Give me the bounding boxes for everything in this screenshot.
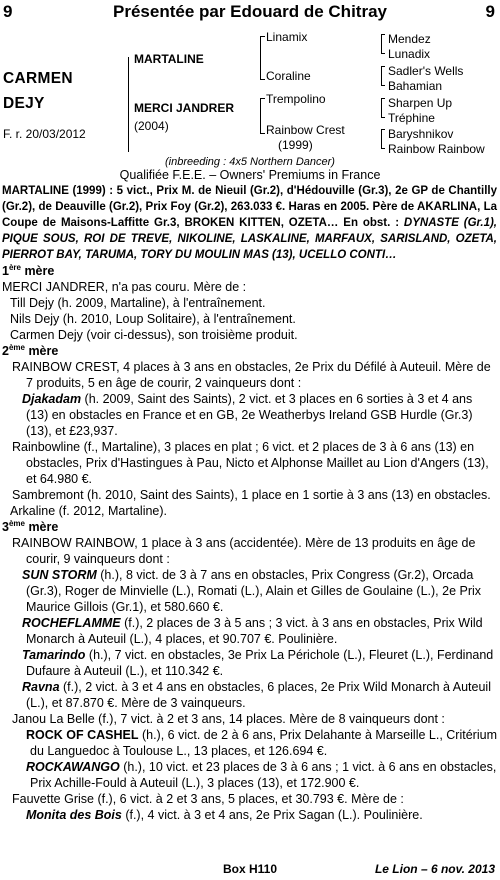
entry-text: (h.), 7 vict. en obstacles, 3e Prix La Périchole (L.), Fleuret (L.), Ferdinand Dufaure à Auteuil (L.), et 110.342 €. <box>26 648 494 678</box>
sec2-sambremont: Sambremont (h. 2010, Saint des Saints), 1 place en 1 sortie à 3 ans (13) en obstacles. <box>12 488 491 502</box>
pedigree-g2-4: (1999) <box>278 138 313 152</box>
inbreeding-note: (inbreeding : 4x5 Northern Dancer) <box>165 156 335 168</box>
entry-name: Tamarindo <box>22 648 86 662</box>
sec3-entry-3 <box>2 679 497 711</box>
entry-text: (f.), 4 vict. à 3 et 4 ans, 2e Prix Sagan (L.). Poulinière. <box>121 808 423 822</box>
sec3-entry-8 <box>2 807 497 823</box>
page-header <box>0 2 500 24</box>
sec1-rest: mère <box>20 264 55 278</box>
sec3-entry-2 <box>2 647 497 679</box>
pedigree-g3-0: Mendez <box>388 32 431 46</box>
bracket-g3-3 <box>381 129 385 149</box>
dam-year: (2004) <box>134 119 169 133</box>
entry-name: ROCK OF CASHEL <box>26 728 139 742</box>
bracket-g3-1 <box>381 66 385 86</box>
pedigree-g3-1: Lunadix <box>388 47 431 61</box>
birth-info: F. r. 20/03/2012 <box>3 127 86 141</box>
entry-name: ROCHEFLAMME <box>22 616 121 630</box>
dam-name: MERCI JANDRER <box>134 101 235 115</box>
sire-paragraph <box>2 183 497 263</box>
entry-text: (h.), 6 vict. de 2 à 6 ans, Prix Delahante à Marseille L., Critérium du Languedoc à Toulouse L., 13 places, et 126.694 €. <box>30 728 497 758</box>
bracket-gen2-sire <box>260 36 265 80</box>
sec3-rest: mère <box>24 520 59 534</box>
sale-location-date: Le Lion – 6 nov. 2013 <box>374 862 495 876</box>
pedigree-g3-3: Bahamian <box>388 79 443 93</box>
sire-paragraph-text: MARTALINE (1999) : 5 vict., Prix M. de Nieuil (Gr.2), d'Hédouville (Gr.3), 2e GP de Chantilly (Gr.2), de Deauville (Gr.2), Prix Foy (Gr.2), 263.033 €. Haras en 2005. Père de AKARLINA, La Coupe de Maisons-Laffitte Gr.3, BROKEN KITTEN, OZETA… En obst. : <box>2 185 497 229</box>
horse-name-line2: DEJY <box>3 95 45 112</box>
bracket-gen1 <box>128 57 129 152</box>
entry-text: (f.), 2 places de 3 à 5 ans ; 3 vict. à 3 ans en obstacles, Prix Wild Monarch à Auteuil (L.), 4 places, et 90.707 €. Poulinière. <box>26 616 483 646</box>
lot-number-left: 9 <box>3 2 13 21</box>
box-label: Box H110 <box>222 862 278 876</box>
sec3-entry-0 <box>2 567 497 615</box>
pedigree-g2-0: Linamix <box>266 30 308 44</box>
pedigree-g3-4: Sharpen Up <box>388 96 453 110</box>
pedigree-g2-2: Trempolino <box>266 92 326 106</box>
djakadam-text: (h. 2009, Saint des Saints), 2 vict. et 3 places en 6 sorties à 3 et 4 ans (13) en obstacles en France et en GB, 2e Weatherbys Ireland GSB Hurdle (Gr.3) (13), et £23,937. <box>26 392 473 438</box>
entry-name: Ravna <box>22 680 60 694</box>
entry-text: Janou La Belle (f.), 7 vict. à 2 et 3 ans, 14 places. Mère de 8 vainqueurs dont : <box>12 712 445 726</box>
section-title-2 <box>2 343 497 359</box>
sec1-line-0: MERCI JANDRER, n'a pas couru. Mère de : <box>2 280 247 294</box>
sec1-line-3: Carmen Dejy (voir ci-dessus), son troisième produit. <box>10 328 298 342</box>
pedigree-g2-3: Rainbow Crest <box>266 123 345 137</box>
sec2-djakadam <box>2 391 497 439</box>
entry-text: (h.), 8 vict. de 3 à 7 ans en obstacles, Prix Congress (Gr.2), Orcada (Gr.3), Roger de Minvielle (L.), Romati (L.), Alain et Gilles de Goulaine (L.), 2e Prix Maurice Gillois (Gr.1), et 580.660 €. <box>26 568 482 614</box>
sec2-rest: mère <box>24 344 59 358</box>
entry-name: Monita des Bois <box>26 808 122 822</box>
sec3-entry-1 <box>2 615 497 647</box>
entry-text: (f.), 2 vict. à 3 et 4 ans en obstacles, 6 places, 2e Prix Wild Monarch à Auteuil (L.), et 87.870 €. Mère de 3 vainqueurs. <box>26 680 491 710</box>
sec3-intro: RAINBOW RAINBOW, 1 place à 3 ans (accidentée). Mère de 13 produits en âge de courir, 9 vainqueurs dont : <box>12 536 476 566</box>
horse-name-line1: CARMEN <box>3 70 73 87</box>
pedigree-g2-1: Coraline <box>266 69 311 83</box>
sec1-line-1: Till Dejy (h. 2009, Martaline), à l'entraînement. <box>10 296 266 310</box>
sire-name: MARTALINE <box>134 52 204 66</box>
sec3-entry-6 <box>2 759 497 791</box>
djakadam-name: Djakadam <box>22 392 82 406</box>
section-title-1 <box>2 263 497 279</box>
entry-text: (h.), 10 vict. et 23 places de 3 à 6 ans ; 1 vict. à 6 ans en obstacles, Prix Achille-Fould à Auteuil (L.), 3 places (13), et 172.900 €. <box>30 760 497 790</box>
entry-text: Fauvette Grise (f.), 6 vict. à 2 et 3 ans, 5 places, et 30.793 €. Mère de : <box>12 792 404 806</box>
bracket-g3-0 <box>381 34 385 54</box>
section-title-3 <box>2 519 497 535</box>
lot-number-right: 9 <box>485 2 495 21</box>
catalogue-body <box>2 183 497 823</box>
pedigree-g3-5: Tréphine <box>388 111 435 125</box>
sec1-line-2: Nils Dejy (h. 2010, Loup Solitaire), à l'entraînement. <box>10 312 296 326</box>
sec3-num: 3 <box>2 520 9 534</box>
sec1-sup: ère <box>8 262 21 272</box>
pedigree-g3-6: Baryshnikov <box>388 127 454 141</box>
sec2-arkaline: Arkaline (f. 2012, Martaline). <box>10 504 168 518</box>
horse-name <box>3 66 73 116</box>
sec2-sup: ème <box>8 342 25 352</box>
entry-name: ROCKAWANGO <box>26 760 120 774</box>
sec2-intro: RAINBOW CREST, 4 places à 3 ans en obstacles, 2e Prix du Défilé à Auteuil. Mère de 7 produits, 5 en âge de courir, 2 vainqueurs dont : <box>12 360 491 390</box>
qualification-line: Qualifiée F.E.E. – Owners' Premiums in France <box>119 168 381 182</box>
pedigree-g3-7: Rainbow Rainbow <box>388 142 485 156</box>
consignor-title: Présentée par Edouard de Chitray <box>113 2 387 21</box>
sec3-entry-4 <box>2 711 497 727</box>
pedigree-table <box>0 30 500 170</box>
bracket-g3-2 <box>381 98 385 118</box>
entry-name: SUN STORM <box>22 568 97 582</box>
sec3-entry-7 <box>2 791 497 807</box>
sec1-num: 1 <box>2 264 9 278</box>
sec3-entry-5 <box>2 727 497 759</box>
page-footer <box>0 862 500 880</box>
sire-paragraph-italic: DYNASTE (Gr.1), PIQUE SOUS, ROI DE TREVE, NIKOLINE, LASKALINE, MARFAUX, SARISLAND, OZETA, PIERROT BAY, TARUMA, TORY DU MOULIN MAS (13), UCELLO CONTI… <box>2 217 497 261</box>
bracket-gen2-dam <box>260 98 265 134</box>
sec2-rainbowline: Rainbowline (f., Martaline), 3 places en plat ; 6 vict. et 2 places de 3 à 6 ans (13) en obstacles, Prix d'Hastingues à Pau, Nicto et Alphonse Maillet au Lion d'Angers (13), et 64.980 €. <box>12 440 489 486</box>
pedigree-g3-2: Sadler's Wells <box>388 64 464 78</box>
sec2-num: 2 <box>2 344 9 358</box>
sec3-sup: ème <box>8 518 25 528</box>
